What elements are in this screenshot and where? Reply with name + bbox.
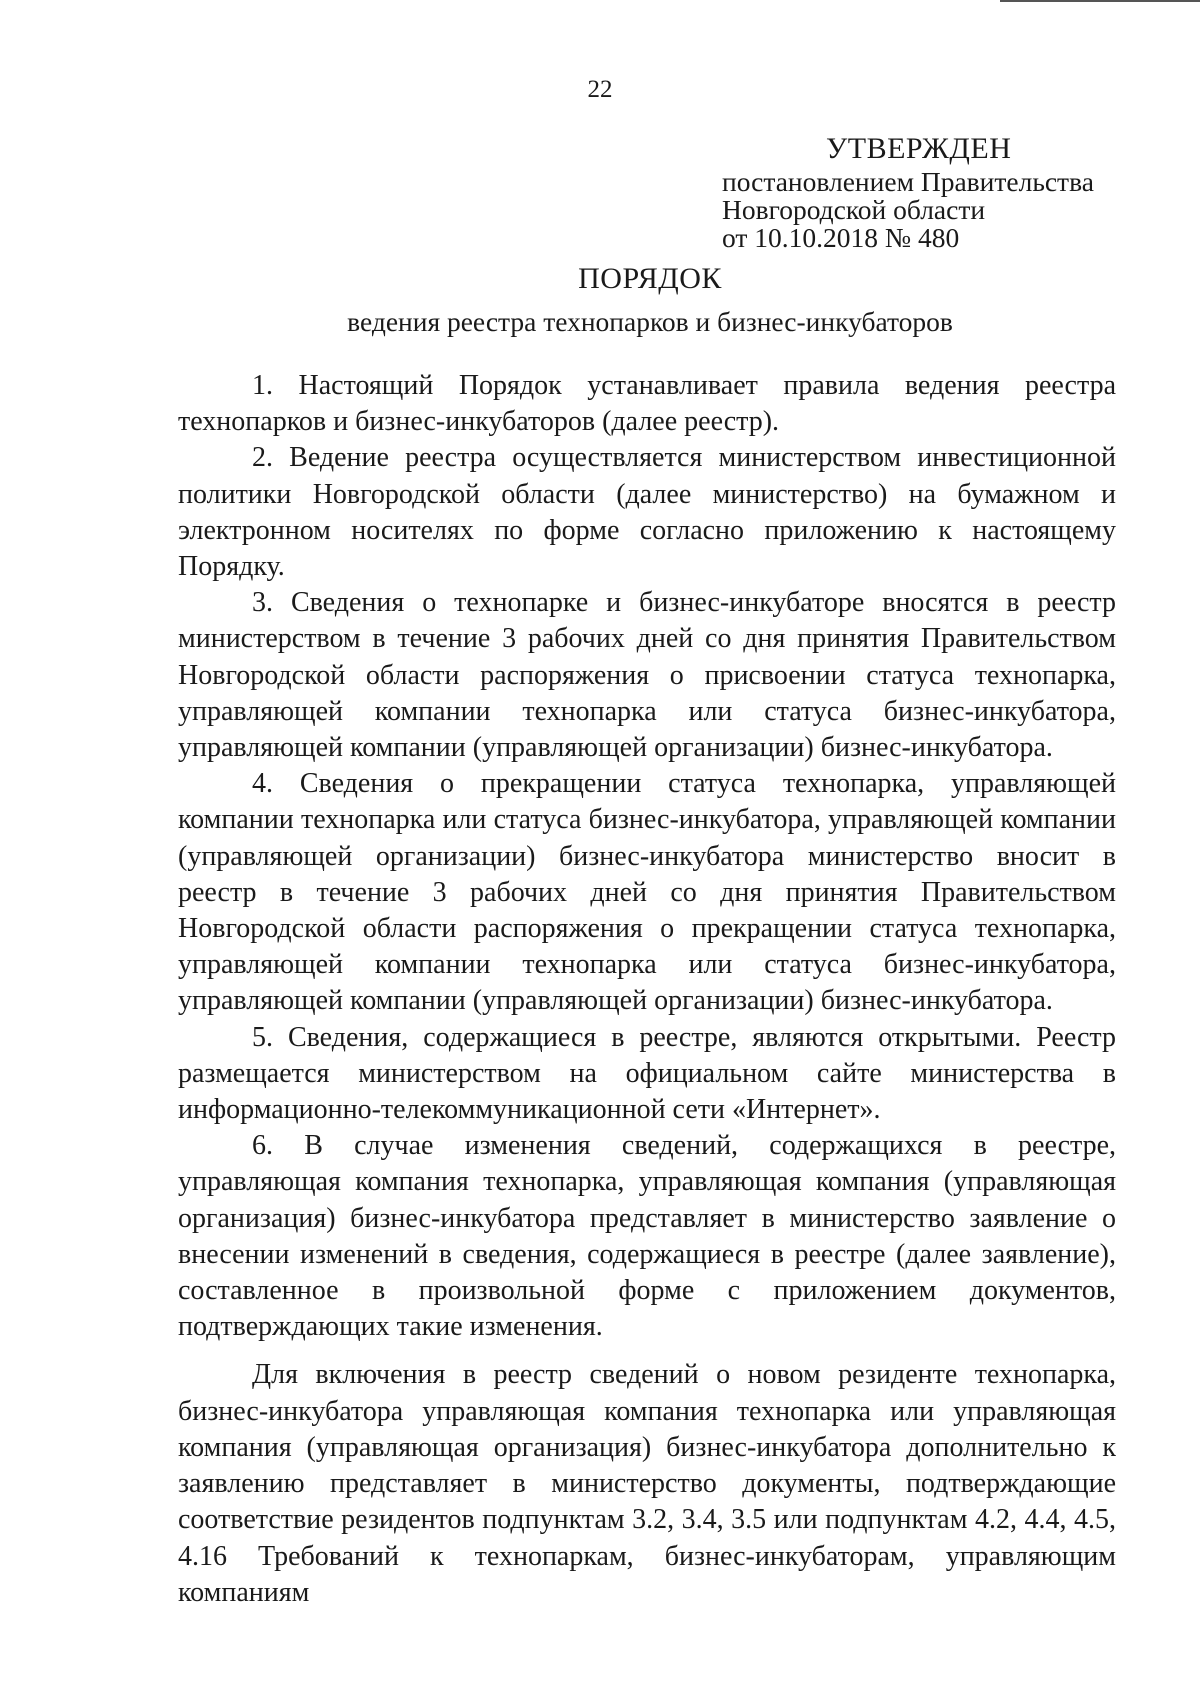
paragraph-7: Для включения в реестр сведений о новом резиденте технопарка, бизнес-инкубатора управляющая компания технопарка или управляющая компания (управляющая организация) бизнес-инкубатора дополнительно к заявлению представляет в министерство документы, подтверждающие соответствие резидентов подпунктам 3.2, 3.4, 3.5 или подпунктам 4.2, 4.4, 4.5, 4.16 Требований к технопаркам, бизнес-инкубаторам, управляющим компаниям [178,1359,1116,1608]
page-number: 22 [587,76,613,103]
approval-line-date: от 10.10.2018 № 480 [722,222,960,253]
document-subtitle: ведения реестра технопарков и бизнес-инкубаторов [347,306,953,337]
approval-line-decree: постановлением Правительства [722,166,1094,197]
approval-title: УТВЕРЖДЕН [826,132,1012,165]
approval-block [722,130,1162,252]
document-title: ПОРЯДОК [578,262,722,295]
paragraph-3: 3. Сведения о технопарке и бизнес-инкубаторе вносятся в реестр министерством в течение 3 рабочих дней со дня принятия Правительством Новгородской области распоряжения о присвоении статуса технопарка, управляющей компании технопарка или статуса бизнес-инкубатора, управляющей компании (управляющей организации) бизнес-инкубатора. [178,587,1116,764]
paragraph-6: 6. В случае изменения сведений, содержащихся в реестре, управляющая компания технопарка, управляющая компания (управляющая организация) бизнес-инкубатора представляет в министерство заявление о внесении изменений в сведения, содержащиеся в реестре (далее заявление), составленное в произвольной форме с приложением документов, подтверждающих такие изменения. [178,1130,1116,1343]
approval-line-region: Новгородской области [722,194,986,225]
paragraph-4: 4. Сведения о прекращении статуса технопарка, управляющей компании технопарка или статуса бизнес-инкубатора, управляющей компании (управляющей организации) бизнес-инкубатора министерство вносит в реестр в течение 3 рабочих дней со дня принятия Правительством Новгородской области распоряжения о прекращении статуса технопарка, управляющей компании технопарка или статуса бизнес-инкубатора, управляющей компании (управляющей организации) бизнес-инкубатора. [178,768,1116,1017]
scan-edge-line [1000,0,1200,2]
paragraph-5: 5. Сведения, содержащиеся в реестре, являются открытыми. Реестр размещается министерством на официальном сайте министерства в информационно-телекоммуникационной сети «Интернет». [178,1021,1116,1126]
paragraph-1: 1. Настоящий Порядок устанавливает правила ведения реестра технопарков и бизнес-инкубаторов (далее реестр). [178,370,1116,438]
paragraph-2: 2. Ведение реестра осуществляется министерством инвестиционной политики Новгородской области (далее министерство) на бумажном и электронном носителях по форме согласно приложению к настоящему Порядку. [178,442,1116,583]
document-body [178,368,1116,1611]
